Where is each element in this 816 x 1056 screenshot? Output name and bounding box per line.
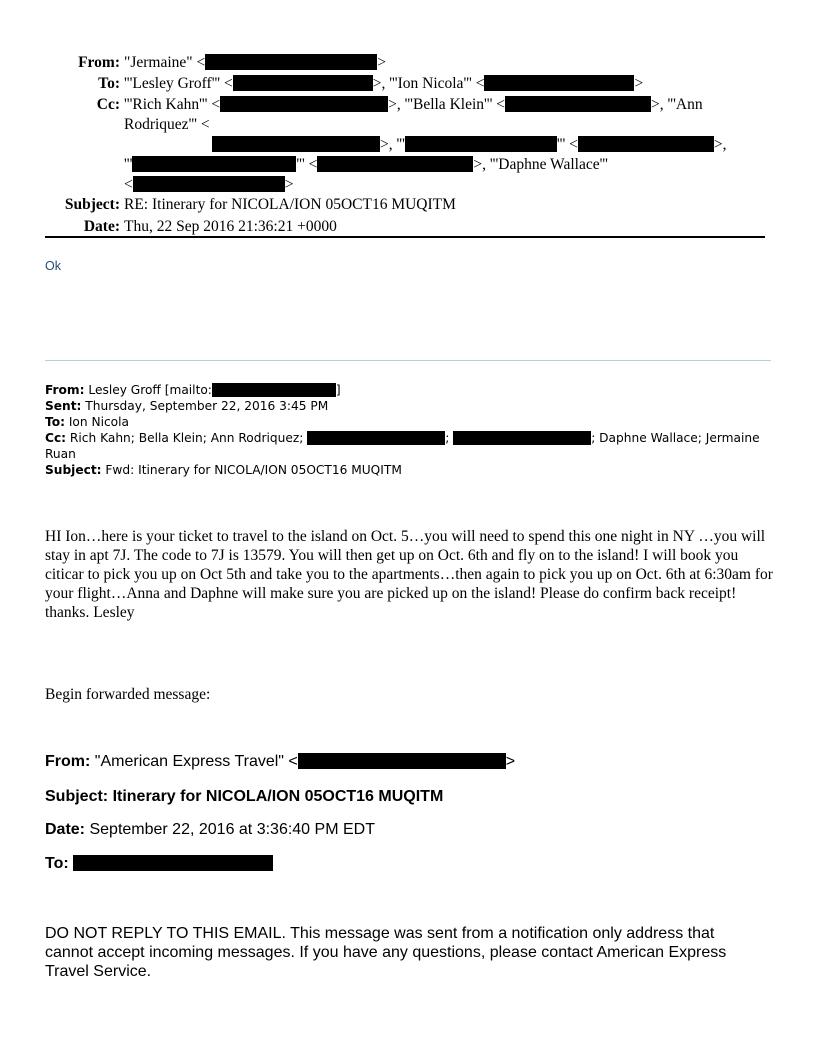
redaction bbox=[212, 136, 380, 152]
cc-label: Cc: bbox=[96, 96, 120, 113]
date-value: Thu, 22 Sep 2016 21:36:21 +0000 bbox=[124, 218, 337, 235]
quoted-cc: ; Daphne Wallace; Jermaine Ruan bbox=[45, 431, 760, 461]
redaction bbox=[73, 855, 273, 871]
cc-row bbox=[0, 95, 816, 195]
cc-value: >, bbox=[713, 136, 727, 153]
redaction bbox=[133, 176, 285, 192]
redaction bbox=[317, 156, 473, 172]
quoted-to-label: To: bbox=[45, 415, 65, 429]
redaction bbox=[132, 156, 296, 172]
quoted-header bbox=[45, 382, 775, 478]
cc-value: < bbox=[124, 176, 133, 193]
redaction bbox=[307, 431, 445, 445]
from-value: "Jermaine" < bbox=[124, 54, 206, 71]
quoted-cc-label: Cc: bbox=[45, 431, 67, 445]
cc-value: ''' < bbox=[556, 136, 578, 153]
to-row bbox=[0, 74, 816, 94]
redaction bbox=[212, 383, 336, 397]
cc-value: >, '''Bella Klein''' < bbox=[388, 96, 505, 113]
cc-value: ''' bbox=[124, 156, 133, 173]
date-row bbox=[0, 217, 816, 237]
begin-forwarded: Begin forwarded message: bbox=[45, 686, 211, 703]
quote-divider bbox=[45, 360, 771, 361]
to-close: > bbox=[634, 75, 644, 92]
to-value: '''Lesley Groff''' < bbox=[124, 75, 233, 92]
from-row bbox=[0, 53, 816, 73]
reply-text: Ok bbox=[45, 259, 61, 273]
from-close: > bbox=[377, 54, 386, 71]
quoted-to: Ion Nicola bbox=[68, 415, 129, 429]
subject-value: RE: Itinerary for NICOLA/ION 05OCT16 MUQITM bbox=[124, 196, 456, 213]
quoted-from-close: ] bbox=[335, 383, 341, 397]
forwarded-from-row bbox=[45, 753, 515, 771]
to-value-2: >, '''Ion Nicola''' < bbox=[372, 75, 485, 92]
redaction bbox=[453, 431, 591, 445]
forwarded-to-row bbox=[45, 855, 273, 873]
message-body: HI Ion…here is your ticket to travel to the island on Oct. 5…you will need to spend this one night in NY …you will stay in apt 7J. The code to 7J is 13579. You will then get up on Oct. 6th and fly on to the island! I will book you citicar to pick you up on Oct 5th and take you to the apartments…then again to pick you up on Oct. 6th at 6:30am for your flight…Anna and Daphne will make sure you are picked up on the island! Please do confirm back receipt! thanks. Lesley bbox=[45, 528, 773, 621]
subject-row bbox=[0, 195, 816, 215]
redaction bbox=[205, 54, 377, 70]
quoted-subject-label: Subject: bbox=[45, 463, 102, 477]
email-header bbox=[0, 53, 816, 237]
notification-notice: DO NOT REPLY TO THIS EMAIL. This message was sent from a notification only address that cannot accept incoming messages. If you have any questions, please contact American Express Travel Service. bbox=[45, 925, 727, 980]
redaction bbox=[578, 136, 714, 152]
forwarded-date-row bbox=[45, 821, 375, 839]
quoted-sent-label: Sent: bbox=[45, 399, 82, 413]
redaction bbox=[505, 96, 651, 112]
forwarded-from-close: > bbox=[505, 753, 516, 770]
from-label: From: bbox=[78, 54, 120, 71]
cc-value: > bbox=[284, 176, 294, 193]
quoted-from-label: From: bbox=[45, 383, 85, 397]
cc-value: >, ''' bbox=[380, 136, 405, 153]
forwarded-subject: Subject: Itinerary for NICOLA/ION 05OCT16 MUQITM bbox=[45, 788, 444, 805]
redaction bbox=[298, 753, 506, 769]
forwarded-date-label: Date: bbox=[45, 821, 86, 838]
redaction bbox=[220, 96, 388, 112]
cc-value: ''' < bbox=[296, 156, 318, 173]
forwarded-from-label: From: bbox=[45, 753, 91, 770]
forwarded-date: September 22, 2016 at 3:36:40 PM EDT bbox=[89, 821, 375, 838]
forwarded-to-label: To: bbox=[45, 855, 69, 872]
quoted-from: Lesley Groff [mailto: bbox=[88, 383, 212, 397]
to-label: To: bbox=[98, 75, 120, 92]
quoted-cc: ; bbox=[445, 431, 450, 445]
date-label: Date: bbox=[83, 218, 120, 235]
cc-value: >, '''Ann Rodriquez''' < bbox=[124, 96, 703, 133]
redaction bbox=[233, 75, 373, 91]
quoted-cc: Rich Kahn; Bella Klein; Ann Rodriquez; bbox=[69, 431, 304, 445]
quoted-subject: Fwd: Itinerary for NICOLA/ION 05OCT16 MUQITM bbox=[105, 463, 402, 477]
cc-value: '''Rich Kahn''' < bbox=[124, 96, 221, 113]
redaction bbox=[484, 75, 634, 91]
redaction bbox=[405, 136, 557, 152]
header-divider bbox=[45, 236, 765, 238]
forwarded-from: "American Express Travel" < bbox=[94, 753, 298, 770]
quoted-sent: Thursday, September 22, 2016 3:45 PM bbox=[85, 399, 329, 413]
subject-label: Subject: bbox=[64, 196, 120, 213]
cc-value: >, '''Daphne Wallace''' bbox=[473, 156, 608, 173]
